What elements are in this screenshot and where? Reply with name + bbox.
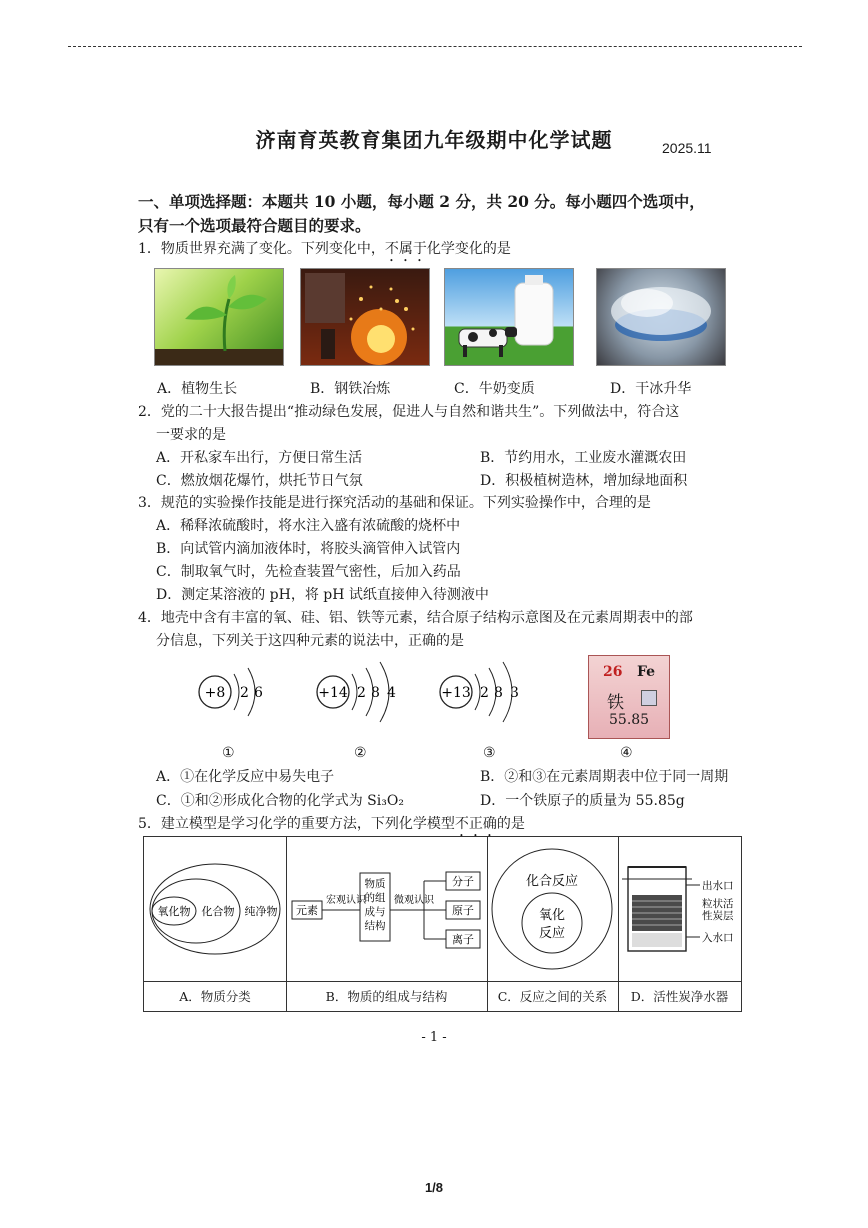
box-ion-label: 离子: [452, 933, 474, 946]
milk-bottle-icon: [445, 269, 573, 365]
model-b-caption: B．物质的组成与结构: [286, 981, 488, 1012]
q4-option-a[interactable]: A．①在化学反应中易失电子: [156, 769, 335, 785]
model-d-caption: D．活性炭净水器: [618, 981, 741, 1012]
q4-option-b[interactable]: B．②和③在元素周期表中位于同一周期: [480, 769, 729, 785]
q5-stem-emphasis: 不正确: [454, 816, 497, 832]
carbon-layer-label-1: 粒状活: [702, 898, 734, 910]
dry-ice-fog-icon: [597, 269, 725, 365]
q4-stem-line2: 分信息，下列关于这四种元素的说法中，正确的是: [156, 633, 464, 649]
box-atom-label: 原子: [452, 904, 474, 917]
exam-date: 2025.11: [662, 140, 712, 156]
iron-element-card: [588, 655, 670, 739]
q3-option-d[interactable]: D．测定某溶液的 pH，将 pH 试纸直接伸入待测液中: [156, 587, 489, 603]
atom-silicon-shell1: 2: [357, 685, 366, 701]
q2-stem-line1: 2．党的二十大报告提出“推动绿色发展，促进人与自然和谐共生”。下列做法中，符合这: [138, 404, 680, 420]
iron-name: 铁: [607, 693, 624, 713]
q2-option-b[interactable]: B．节约用水，工业废水灌溉农田: [480, 450, 687, 466]
q3-stem: 3．规范的实验操作技能是进行探究活动的基础和保证。下列实验操作中，合理的是: [138, 495, 651, 511]
water-purifier-diagram: [618, 837, 741, 981]
page-title: 济南育英教育集团九年级期中化学试题: [255, 128, 613, 152]
plant-photo: [154, 268, 284, 366]
q1-option-c[interactable]: C．牛奶变质: [454, 381, 535, 397]
oxidation-label-2: 反应: [538, 926, 566, 941]
milk-photo: [444, 268, 574, 366]
q4-option-d[interactable]: D．一个铁原子的质量为 55.85g: [480, 793, 685, 809]
carbon-layer-label-2: 性炭层: [702, 910, 734, 922]
q2-option-d[interactable]: D．积极植树造林，增加绿地面积: [480, 473, 688, 489]
top-dashed-rule: [68, 46, 802, 47]
q4-stem-line1: 4．地壳中含有丰富的氧、硅、铝、铁等元素，结合原子结构示意图及在元素周期表中的部: [138, 610, 693, 626]
atom-label-3: ③: [483, 745, 496, 761]
model-d-cell: [618, 837, 741, 981]
q1-stem-part: 1．物质世界充满了变化。下列变化中，: [138, 241, 385, 257]
plant-sprout-icon: [155, 269, 283, 365]
macro-label: 宏观认识: [326, 895, 366, 906]
model-a-cell: [144, 837, 287, 981]
q4-option-c[interactable]: C．①和②形成化合物的化学式为 Si₃O₂: [156, 793, 404, 809]
section-heading-line1: 一、单项选择题：本题共 10 小题，每小题 2 分，共 20 分。每小题四个选项中，: [138, 192, 705, 211]
q5-stem-part: 的是: [496, 816, 525, 832]
atom-aluminum-diagram: [440, 662, 519, 722]
center-label-3: 成与: [364, 906, 386, 918]
steel-smelting-photo: [300, 268, 430, 366]
venn-inner-label: 氧化物: [157, 905, 191, 918]
q2-stem-line2: 一要求的是: [156, 427, 226, 443]
inner-page-number: - 1 -: [421, 1030, 447, 1045]
atom-oxygen-shell2: 6: [254, 685, 263, 701]
q1-stem-emphasis: 不属于: [384, 241, 427, 257]
section-heading-line2: 只有一个选项最符合题目的要求。: [138, 216, 371, 235]
combination-label: 化合反应: [525, 874, 579, 889]
reaction-relation-diagram: [487, 837, 618, 981]
q1-stem: [138, 238, 511, 265]
atom-silicon-shell2: 8: [371, 685, 380, 701]
q2-option-a[interactable]: A．开私家车出行，方便日常生活: [156, 450, 363, 466]
model-b-cell: [286, 837, 488, 981]
box-element-label: 元素: [296, 904, 318, 917]
atom-aluminum-shell3: 3: [510, 685, 519, 701]
center-label-2: 的组: [364, 892, 386, 904]
page-counter: 1/8: [424, 1180, 444, 1195]
q1-option-a[interactable]: A．植物生长: [157, 381, 238, 397]
atom-oxygen-nucleus: +8: [204, 685, 226, 701]
iron-cube-icon: [641, 690, 657, 706]
model-a-caption: A．物质分类: [144, 981, 287, 1012]
composition-structure-diagram: [286, 837, 487, 981]
atom-silicon-shell3: 4: [387, 685, 396, 701]
q5-stem-part: 5．建立模型是学习化学的重要方法，下列化学模型: [138, 816, 455, 832]
venn-outer-label: 纯净物: [244, 905, 278, 918]
atom-aluminum-nucleus: +13: [441, 685, 471, 701]
classification-venn-diagram: [144, 837, 286, 981]
q3-option-c[interactable]: C．制取氧气时，先检查装置气密性，后加入药品: [156, 564, 461, 580]
q2-option-c[interactable]: C．燃放烟花爆竹，烘托节日气氛: [156, 473, 363, 489]
center-label-1: 物质: [364, 878, 386, 890]
q3-option-b[interactable]: B．向试管内滴加液体时，将胶头滴管伸入试管内: [156, 541, 461, 557]
box-molecule-label: 分子: [452, 875, 474, 888]
atom-oxygen-shell1: 2: [240, 685, 249, 701]
atom-oxygen-diagram: [199, 668, 263, 716]
oxidation-label-1: 氧化: [538, 908, 566, 923]
atom-label-4: ④: [620, 745, 633, 761]
iron-atomic-number: 26: [603, 664, 623, 680]
q1-option-b[interactable]: B．钢铁冶炼: [310, 381, 391, 397]
model-c-cell: [487, 837, 619, 981]
outlet-label: 出水口: [702, 880, 734, 892]
iron-atomic-mass: 55.85: [609, 712, 650, 728]
q1-option-d[interactable]: D．干冰升华: [610, 381, 692, 397]
dry-ice-photo: [596, 268, 726, 366]
cow-icon: [459, 327, 517, 357]
atom-silicon-nucleus: +14: [318, 685, 348, 701]
iron-symbol: Fe: [637, 664, 656, 680]
q5-model-table: [143, 836, 742, 1012]
center-label-4: 结构: [364, 920, 386, 932]
micro-label: 微观认识: [394, 895, 434, 906]
section-heading: [138, 190, 758, 238]
q3-option-a[interactable]: A．稀释浓硫酸时，将水注入盛有浓硫酸的烧杯中: [156, 518, 461, 534]
inlet-label: 入水口: [702, 932, 734, 944]
venn-middle-label: 化合物: [201, 905, 235, 918]
atom-structure-diagrams: [180, 660, 560, 732]
atom-label-2: ②: [354, 745, 367, 761]
atom-silicon-diagram: [317, 662, 396, 722]
atom-label-1: ①: [222, 745, 235, 761]
atom-aluminum-shell2: 8: [494, 685, 503, 701]
q1-stem-part: 化学变化的是: [426, 241, 511, 257]
molten-steel-icon: [301, 269, 429, 365]
atom-aluminum-shell1: 2: [480, 685, 489, 701]
model-c-caption: C．反应之间的关系: [487, 981, 619, 1012]
